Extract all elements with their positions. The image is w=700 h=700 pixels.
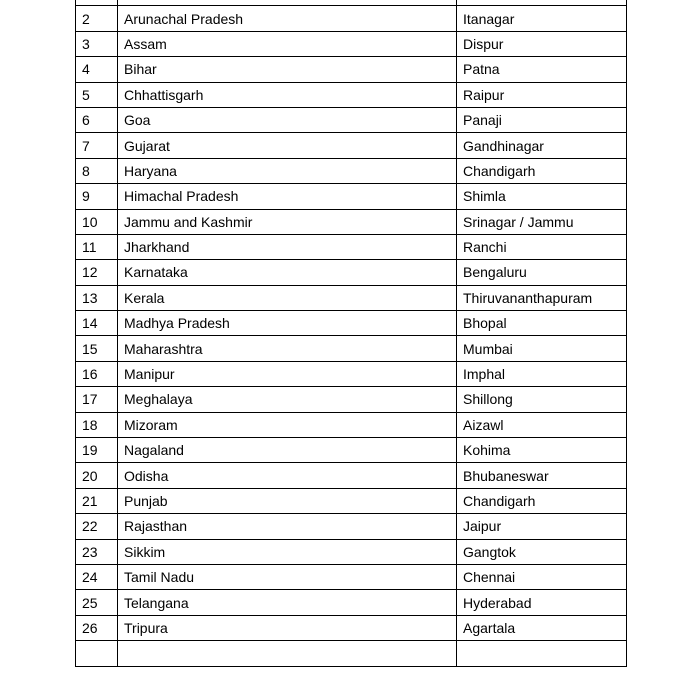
table-row	[76, 564, 627, 589]
row-number: 6	[76, 107, 118, 132]
capital-name: Raipur	[457, 82, 627, 107]
capital-name: Itanagar	[457, 6, 627, 31]
table-row	[76, 463, 627, 488]
state-name: Punjab	[118, 488, 457, 513]
row-number: 10	[76, 209, 118, 234]
table-row	[76, 133, 627, 158]
capital-name: Imphal	[457, 361, 627, 386]
capital-name: Bhopal	[457, 311, 627, 336]
row-number: 13	[76, 285, 118, 310]
state-name: Nagaland	[118, 438, 457, 463]
state-name: Rajasthan	[118, 514, 457, 539]
capital-name: Srinagar / Jammu	[457, 209, 627, 234]
state-name: Sikkim	[118, 539, 457, 564]
row-number: 21	[76, 488, 118, 513]
table-row	[76, 438, 627, 463]
row-number: 4	[76, 57, 118, 82]
table-row	[76, 387, 627, 412]
table-row	[76, 641, 627, 666]
row-number: 9	[76, 184, 118, 209]
capital-name: Aizawl	[457, 412, 627, 437]
row-number: 12	[76, 260, 118, 285]
state-name: Telangana	[118, 590, 457, 615]
state-name: Karnataka	[118, 260, 457, 285]
state-name: Jharkhand	[118, 234, 457, 259]
state-name: Haryana	[118, 158, 457, 183]
capital-name: Agartala	[457, 615, 627, 640]
table-row	[76, 6, 627, 31]
table-row	[76, 590, 627, 615]
table-row	[76, 412, 627, 437]
state-name: Himachal Pradesh	[118, 184, 457, 209]
state-name: Assam	[118, 31, 457, 56]
capital-name: Jaipur	[457, 514, 627, 539]
row-number: 11	[76, 234, 118, 259]
row-number	[76, 641, 118, 666]
row-number: 26	[76, 615, 118, 640]
table-row	[76, 234, 627, 259]
state-name: Arunachal Pradesh	[118, 6, 457, 31]
state-name: Mizoram	[118, 412, 457, 437]
row-number: 8	[76, 158, 118, 183]
state-name: Maharashtra	[118, 336, 457, 361]
row-number: 19	[76, 438, 118, 463]
capital-name: Bengaluru	[457, 260, 627, 285]
row-number: 25	[76, 590, 118, 615]
table-row	[76, 184, 627, 209]
row-number: 7	[76, 133, 118, 158]
states-capitals-table	[75, 0, 627, 667]
row-number: 16	[76, 361, 118, 386]
state-name: Tamil Nadu	[118, 564, 457, 589]
capital-name: Thiruvananthapuram	[457, 285, 627, 310]
state-name: Meghalaya	[118, 387, 457, 412]
table-row	[76, 31, 627, 56]
row-number: 23	[76, 539, 118, 564]
table-row	[76, 336, 627, 361]
capital-name: Dispur	[457, 31, 627, 56]
capital-name: Hyderabad	[457, 590, 627, 615]
capital-name	[457, 641, 627, 666]
row-number: 24	[76, 564, 118, 589]
row-number: 20	[76, 463, 118, 488]
state-name: Chhattisgarh	[118, 82, 457, 107]
capital-name: Chandigarh	[457, 158, 627, 183]
capital-name: Patna	[457, 57, 627, 82]
state-name: Goa	[118, 107, 457, 132]
table-row	[76, 82, 627, 107]
row-number: 2	[76, 6, 118, 31]
capital-name: Shillong	[457, 387, 627, 412]
state-name: Odisha	[118, 463, 457, 488]
table-row	[76, 260, 627, 285]
capital-name: Bhubaneswar	[457, 463, 627, 488]
state-name: Kerala	[118, 285, 457, 310]
row-number: 17	[76, 387, 118, 412]
capital-name: Chennai	[457, 564, 627, 589]
capital-name: Shimla	[457, 184, 627, 209]
table-row	[76, 311, 627, 336]
row-number: 5	[76, 82, 118, 107]
row-number: 3	[76, 31, 118, 56]
row-number: 22	[76, 514, 118, 539]
capital-name: Kohima	[457, 438, 627, 463]
table-row	[76, 285, 627, 310]
state-name: Tripura	[118, 615, 457, 640]
capital-name: Gandhinagar	[457, 133, 627, 158]
table-row	[76, 488, 627, 513]
table-row	[76, 57, 627, 82]
capital-name: Panaji	[457, 107, 627, 132]
table-row	[76, 209, 627, 234]
state-name: Jammu and Kashmir	[118, 209, 457, 234]
state-name: Manipur	[118, 361, 457, 386]
capital-name: Gangtok	[457, 539, 627, 564]
table-row	[76, 514, 627, 539]
row-number: 18	[76, 412, 118, 437]
state-name: Madhya Pradesh	[118, 311, 457, 336]
table-row	[76, 539, 627, 564]
capital-name: Mumbai	[457, 336, 627, 361]
capital-name: Chandigarh	[457, 488, 627, 513]
table-row	[76, 615, 627, 640]
row-number: 15	[76, 336, 118, 361]
table-row	[76, 158, 627, 183]
state-name: Gujarat	[118, 133, 457, 158]
state-name	[118, 641, 457, 666]
capital-name: Ranchi	[457, 234, 627, 259]
table-row	[76, 107, 627, 132]
table-row	[76, 361, 627, 386]
state-name: Bihar	[118, 57, 457, 82]
row-number: 14	[76, 311, 118, 336]
